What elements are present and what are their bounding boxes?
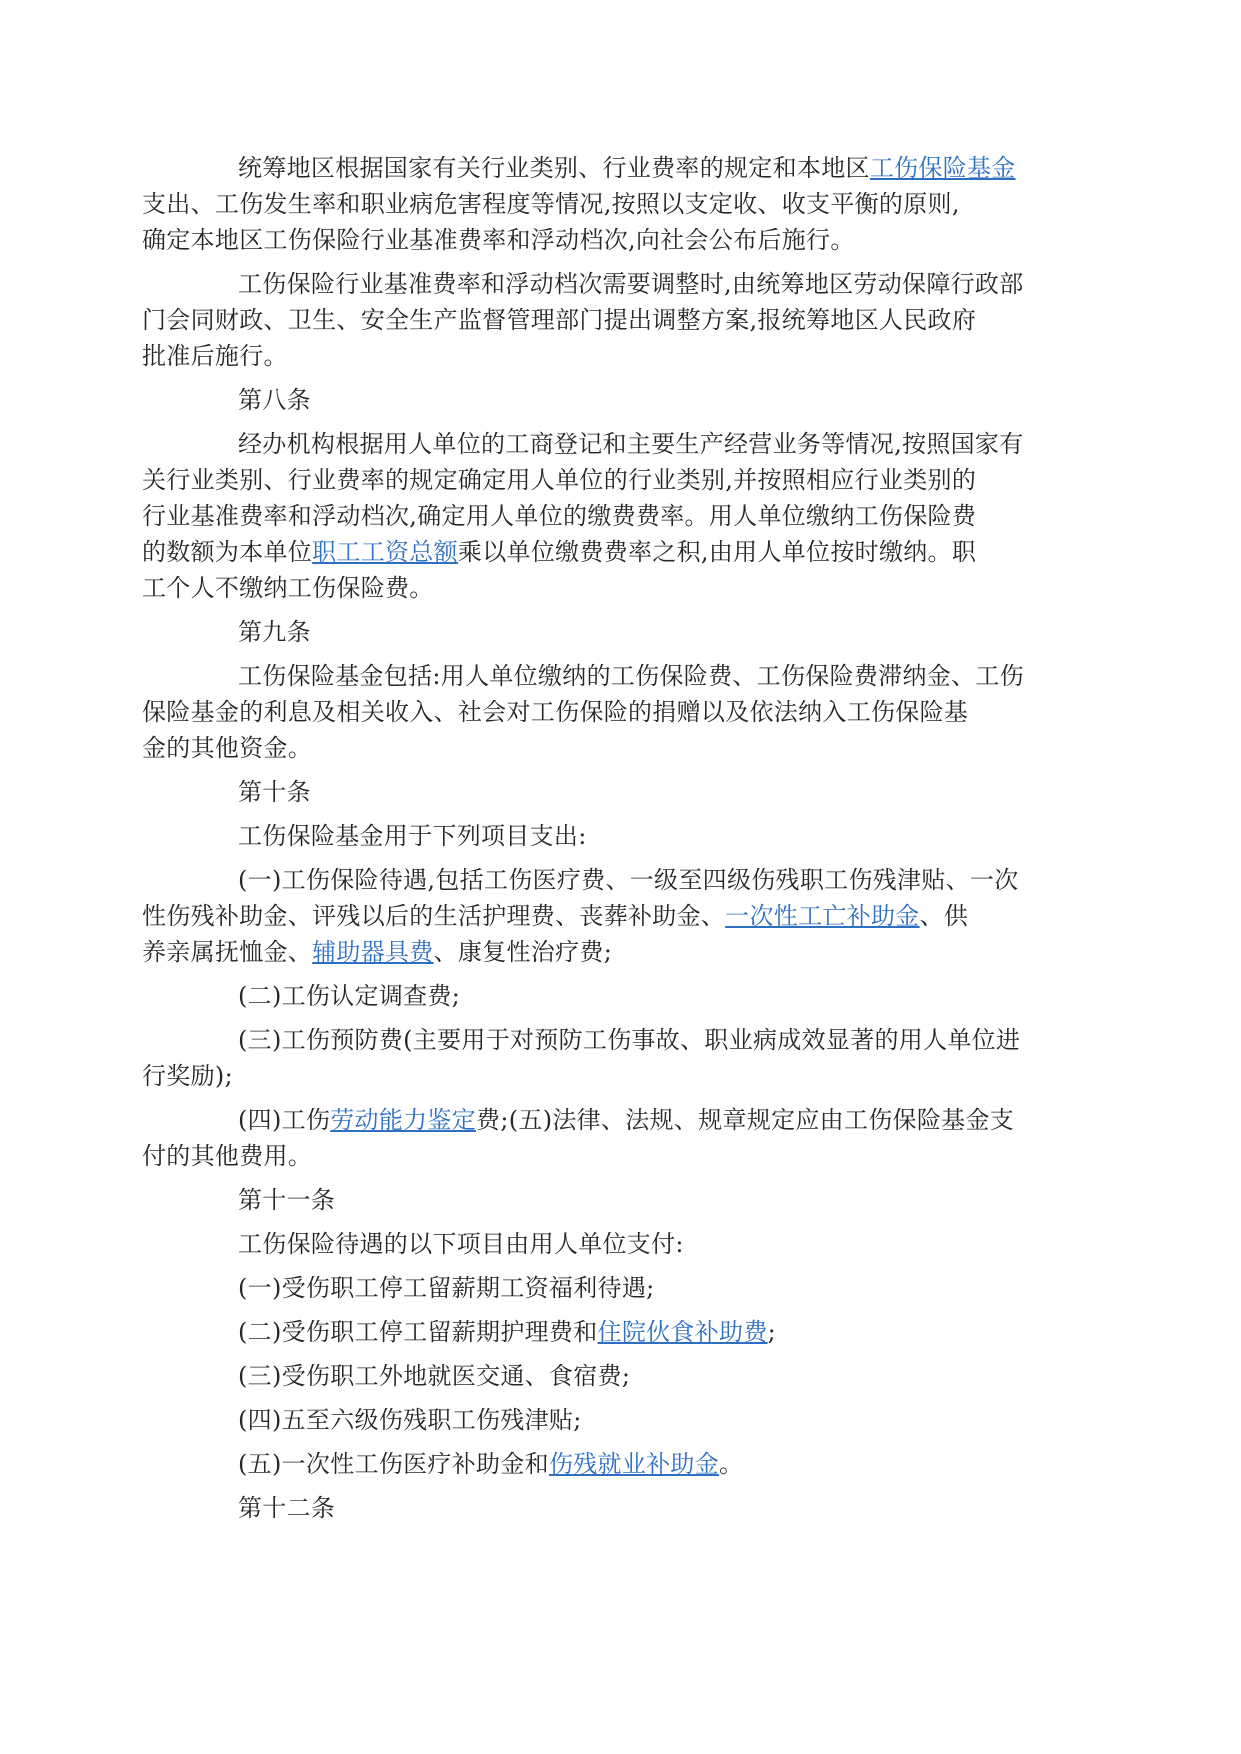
- paragraph: 工伤保险基金包括:用人单位缴纳的工伤保险费、工伤保险费滞纳金、工伤 保险基金的利息及相关收入、社会对工伤保险的捐赠以及依法纳入工伤保险基 金的其他资金。: [142, 662, 1024, 762]
- list-item: (四)五至六级伤残职工伤残津贴;: [238, 1406, 582, 1434]
- paragraph: (四)工伤劳动能力鉴定费;(五)法律、法规、规章规定应由工伤保险基金支 付的其他费用。: [142, 1106, 1015, 1170]
- list-item: (一)受伤职工停工留薪期工资福利待遇;: [238, 1274, 655, 1302]
- list-item: (五)一次性工伤医疗补助金和伤残就业补助金。: [238, 1450, 744, 1478]
- article-heading: 第八条: [238, 386, 311, 414]
- link-total-wages[interactable]: 职工工资总额: [312, 538, 458, 566]
- article-heading: 第九条: [238, 618, 311, 646]
- paragraph: (一)工伤保险待遇,包括工伤医疗费、一级至四级伤残职工伤残津贴、一次 性伤残补助金、评残以后的生活护理费、丧葬补助金、一次性工亡补助金、供 养亲属抚恤金、辅助器具费、康复性治疗费;: [142, 866, 1019, 966]
- article-heading: 第十一条: [238, 1186, 336, 1214]
- article-heading: 第十二条: [238, 1494, 336, 1522]
- document-body: [142, 150, 1050, 1534]
- article-heading: 第十条: [238, 778, 311, 806]
- paragraph: (三)工伤预防费(主要用于对预防工伤事故、职业病成效显著的用人单位进 行奖励);: [142, 1026, 1021, 1090]
- paragraph: 工伤保险行业基准费率和浮动档次需要调整时,由统筹地区劳动保障行政部 门会同财政、卫生、安全生产监督管理部门提出调整方案,报统筹地区人民政府 批准后施行。: [142, 270, 1024, 370]
- link-labor-capacity-appraisal[interactable]: 劳动能力鉴定: [330, 1106, 477, 1134]
- link-assistive-devices[interactable]: 辅助器具费: [312, 938, 434, 966]
- link-hospital-meal-subsidy[interactable]: 住院伙食补助费: [597, 1318, 768, 1346]
- link-death-subsidy[interactable]: 一次性工亡补助金: [725, 902, 920, 930]
- paragraph: 工伤保险基金用于下列项目支出:: [238, 822, 587, 850]
- paragraph: (二)工伤认定调查费;: [238, 982, 461, 1010]
- paragraph: 工伤保险待遇的以下项目由用人单位支付:: [238, 1230, 684, 1258]
- list-item: (二)受伤职工停工留薪期护理费和住院伙食补助费;: [238, 1318, 777, 1346]
- list-item: (三)受伤职工外地就医交通、食宿费;: [238, 1362, 631, 1390]
- link-work-injury-fund[interactable]: 工伤保险基金: [869, 154, 1016, 182]
- paragraph: 经办机构根据用人单位的工商登记和主要生产经营业务等情况,按照国家有 关行业类别、行业费率的规定确定用人单位的行业类别,并按照相应行业类别的 行业基准费率和浮动档次,确定用人单位的缴费费率。用人单位缴纳工伤保险费 的数额为本单位职工工资总额乘以单位缴费费率之积,由用人单位按时缴纳。职 工个人不缴纳工伤保险费。: [142, 430, 1024, 602]
- paragraph: 统筹地区根据国家有关行业类别、行业费率的规定和本地区工伤保险基金 支出、工伤发生率和职业病危害程度等情况,按照以支定收、收支平衡的原则, 确定本地区工伤保险行业基准费率和浮动档次,向社会公布后施行。: [142, 154, 1016, 254]
- link-disability-employment-subsidy[interactable]: 伤残就业补助金: [548, 1450, 720, 1478]
